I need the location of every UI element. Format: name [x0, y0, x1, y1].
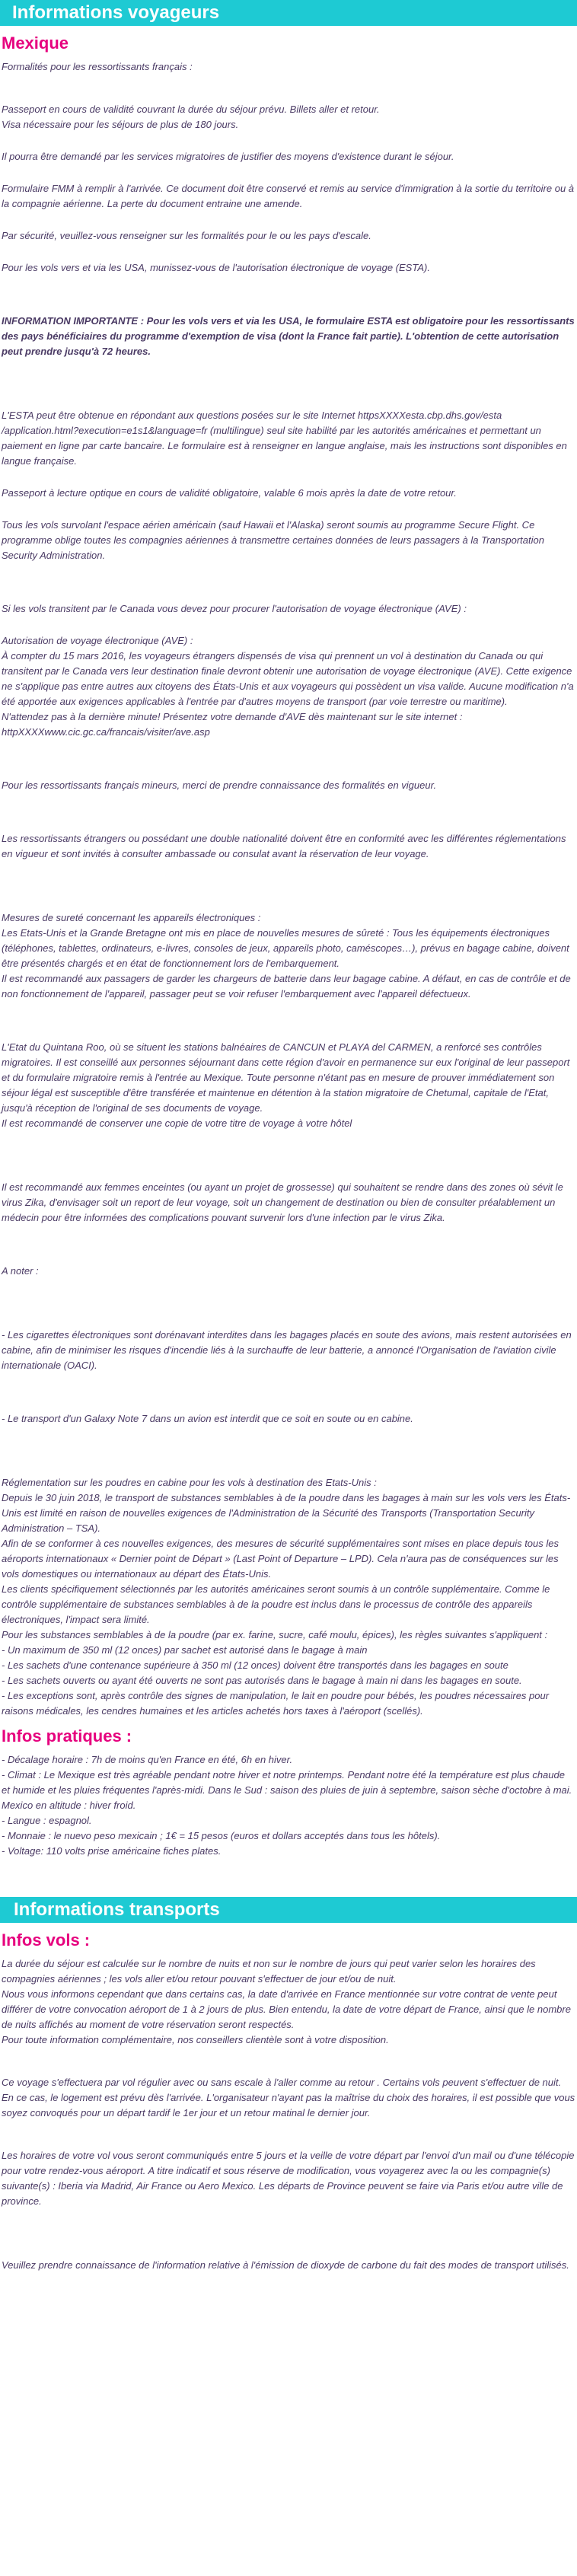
country-heading-mexique: Mexique — [2, 33, 69, 53]
paragraph-esta-obtention: L'ESTA peut être obtenue en répondant aux questions posées sur le site Internet httpsXXXXesta.cbp.dhs.gov/esta /application.html?execution=e1s1&language=fr (multilingue) seul site habilité par les autorités américaines et permettant un paiement en ligne par carte bancaire. Le formulaire est à renseigner en langue anglaise, mais les instructions sont disponibles en langue française. — [2, 410, 567, 467]
paragraph-formalites-intro: Formalités pour les ressortissants français : — [2, 61, 193, 72]
paragraph-escale: Par sécurité, veuillez-vous renseigner sur les formalités pour le ou les pays d'escale. — [2, 230, 371, 241]
infos-vols-heading: Infos vols : — [2, 1930, 91, 1950]
paragraph-moyens-existence: Il pourra être demandé par les services migratoires de justifier des moyens d'existence durant le séjour. — [2, 151, 454, 162]
paragraph-vol-regulier: Ce voyage s'effectuera par vol régulier avec ou sans escale à l'aller comme au retour . Certains vols peuvent s'effectuer de nuit. En ce cas, le logement est prévu dès l'arrivée. L'organisateur n'ayant pas la maîtrise du choix des horaires, il est possible que vous soyez convoqués pour un départ tardif le 1er jour et un retour matinal le dernier jour. — [2, 2077, 575, 2119]
paragraph-double-nationalite: Les ressortissants étrangers ou possédant une double nationalité doivent être en conformité avec les différentes réglementations en vigueur et sont invités à consulter ambassade ou consulat avant la réservation de leur voyage. — [2, 833, 566, 859]
infos-pratiques-heading: Infos pratiques : — [2, 1726, 132, 1745]
paragraph-secure-flight: Tous les vols survolant l'espace aérien américain (sauf Hawaii et l'Alaska) seront soumis au programme Secure Flight. Ce programme oblige toutes les compagnies aériennes à transmettre certaines données de leurs passagers à la Transportation Security Administration. — [2, 519, 544, 561]
paragraph-formulaire-fmm: Formulaire FMM à remplir à l'arrivée. Ce document doit être conservé et remis au service d'immigration à la sortie du territoire ou à la compagnie aérienne. La perte du document entraine une amende. — [2, 183, 575, 209]
paragraph-quintana-roo: L'Etat du Quintana Roo, où se situent les stations balnéaires de CANCUN et PLAYA del CARMEN, a renforcé ses contrôles migratoires. Il est conseillé aux personnes séjournant dans cette région d'avoir en permanence sur eux l'original de leur passeport et du formulaire migratoire remis à l'entrée au Mexique. Toute personne n'étant pas en mesure de prouver immédiatement son séjour légal est susceptible d'être transférée et maintenue en détention à la station migratoire de Chetumal, capitale de l'Etat, jusqu'à réception de l'original de ses documents de voyage. Il est recommandé de conserver une copie de votre titre de voyage à votre hôtel — [2, 1041, 570, 1129]
paragraph-appareils-electroniques: Mesures de sureté concernant les appareils électroniques : Les Etats-Unis et la Grande Bretagne ont mis en place de nouvelles mesures de sûreté : Tous les équipements électroniques (téléphones, tablettes, ordinateurs, e-livres, consoles de jeux, appareils photo, caméscopes…), prévus en bagage cabine, doivent être présentés chargés et en état de fonctionnement lors de l'embarquement. Il est recommandé aux passagers de garder les chargeurs de batterie dans leur bagage cabine. A défaut, en cas de contrôle et de non fonctionnement de l'appareil, passager peut se voir refuser l'embarquement avec l'appareil défectueux. — [2, 912, 571, 999]
paragraph-galaxy-note: - Le transport d'un Galaxy Note 7 dans un avion est interdit que ce soit en soute ou en cabine. — [2, 1413, 413, 1424]
section-title-voyageurs: Informations voyageurs — [0, 0, 577, 26]
formalites-content — [0, 59, 577, 1719]
paragraph-a-noter: A noter : — [2, 1265, 39, 1277]
paragraph-passeport-lecture-optique: Passeport à lecture optique en cours de validité obligatoire, valable 6 mois après la date de votre retour. — [2, 487, 457, 499]
paragraph-dioxyde-carbone: Veuillez prendre connaissance de l'information relative à l'émission de dioxyde de carbone du fait des modes de transport utilisés. — [2, 2259, 569, 2271]
paragraph-mineurs: Pour les ressortissants français mineurs, merci de prendre connaissance des formalités en vigueur. — [2, 779, 437, 791]
paragraph-canada-transit: Si les vols transitent par le Canada vous devez pour procurer l'autorisation de voyage électronique (AVE) : — [2, 603, 467, 614]
paragraph-zika: Il est recommandé aux femmes enceintes (ou ayant un projet de grossesse) qui souhaitent se rendre dans des zones où sévit le virus Zika, d'envisager soit un report de leur voyage, soit un changement de destination ou bien de consulter préalablement un médecin pour être informées des complications pouvant survenir lors d'une infection par le virus Zika. — [2, 1181, 563, 1223]
infos-pratiques-content — [0, 1752, 577, 1859]
section-title-transports: Informations transports — [0, 1897, 577, 1923]
paragraph-horaires-vol: Les horaires de votre vol vous seront communiqués entre 5 jours et la veille de votre départ par l'envoi d'un mail ou d'une télécopie pour votre rendez-vous aéroport. A titre indicatif et sous réserve de modification, vous voyagerez avec la ou les compagnie(s) suivante(s) : Iberia via Madrid, Air France ou Aero Mexico. Les départs de Province peuvent se faire via Paris et/ou autre ville de province. — [2, 2150, 575, 2207]
paragraph-cigarettes-electroniques: - Les cigarettes électroniques sont dorénavant interdites dans les bagages placés en soute des avions, mais restent autorisées en cabine, afin de minimiser les risques d'incendie liés à la surchauffe de leur batterie, a annoncé l'Organisation de l'aviation civile internationale (OACI). — [2, 1329, 572, 1371]
paragraph-passeport: Passeport en cours de validité couvrant la durée du séjour prévu. Billets aller et retour. Visa nécessaire pour les séjours de plus de 180 jours. — [2, 104, 380, 130]
paragraph-poudres-cabine: Réglementation sur les poudres en cabine pour les vols à destination des Etats-Unis : Depuis le 30 juin 2018, le transport de substances semblables à de la poudre dans les bagages à main sur les vols vers les États-Unis est limité en raison de nouvelles exigences de l'Administration de la Sécurité des Transports (Transportation Security Administration – TSA). Afin de se conformer à ces nouvelles exigences, des mesures de sécurité supplémentaires sont mises en place depuis tous les aéroports internationaux « Dernier point de Départ » (Last Point of Departure – LPD). Cela n'aura pas de conséquences sur les vols domestiques ou internationaux au départ des États-Unis. Les clients spécifiquement sélectionnés par les autorités américaines seront soumis à un contrôle supplémentaire. Comme le contrôle supplémentaire de substances semblables à de la poudre est inclus dans le processus de contrôle des appareils électroniques, l'impact sera limité. Pour les substances semblables à de la poudre (par ex. farine, sucre, café moulu, épices), les règles suivantes s'appliquent : - Un maximum de 350 ml (12 onces) par sachet est autorisé dans le bagage à main - Les sachets d'une contenance supérieure à 350 ml (12 onces) doivent être transportés dans les bagages en soute - Les sachets ouverts ou ayant été ouverts ne sont pas autorisés dans le bagage à main ni dans les bagages en soute. - Les exceptions sont, après contrôle des signes de manipulation, le lait en poudre pour bébés, les poudres nécessaires pour raisons médicales, les cendres humaines et les articles achetés hors taxes à l'aéroport (scellés). — [2, 1477, 571, 1717]
paragraph-information-importante: INFORMATION IMPORTANTE : Pour les vols vers et via les USA, le formulaire ESTA est obligatoire pour les ressortissants des pays bénéficiaires du programme d'exemption de visa (dont la France fait partie). L'obtention de cette autorisation peut prendre jusqu'à 72 heures. — [2, 315, 575, 357]
paragraph-ave: Autorisation de voyage électronique (AVE) : À compter du 15 mars 2016, les voyageurs étrangers dispensés de visa qui prennent un vol à destination du Canada ou qui transitent par le Canada vers leur destination finale devront obtenir une autorisation de voyage électronique (AVE). Cette exigence ne s'applique pas entre autres aux citoyens des États-Unis et aux voyageurs qui possèdent un visa valide. Aucune modification n'a été apportée aux exigences applicables à l'entrée par d'autres moyens de transport (par voie terrestre ou maritime). N'attendez pas à la dernière minute! Présentez votre demande d'AVE dès maintenant sur le site internet : httpXXXXwww.cic.gc.ca/francais/visiter/ave.asp — [2, 635, 574, 738]
paragraph-duree-sejour: La durée du séjour est calculée sur le nombre de nuits et non sur le nombre de jours qui peut varier selon les horaires des compagnies aériennes ; les vols aller et/ou retour pouvant s'effectuer de jour et/ou de nuit. Nous vous informons cependant que dans certains cas, la date d'arrivée en France mentionnée sur votre contrat de vente peut différer de votre convocation aéroport de 1 à 2 jours de plus. Bien entendu, la date de votre départ de France, ainsi que le nombre de nuits affichés au moment de votre réservation seront respectés. Pour toute information complémentaire, nos conseillers clientèle sont à votre disposition. — [2, 1958, 571, 2045]
infos-vols-content — [0, 1956, 577, 2273]
paragraph-infos-pratiques: - Décalage horaire : 7h de moins qu'en France en été, 6h en hiver. - Climat : Le Mexique est très agréable pendant notre hiver et notre printemps. Pendant notre été la température est plus chaude et humide et les pluies fréquentes l'après-midi. Dans le Sud : saison des pluies de juin à septembre, saison sèche d'octobre à mai. Mexico en altitude : hiver froid. - Langue : espagnol. - Monnaie : le nuevo peso mexicain ; 1€ = 15 pesos (euros et dollars acceptés dans tous les hôtels). - Voltage: 110 volts prise américaine fiches plates. — [2, 1754, 572, 1857]
paragraph-esta: Pour les vols vers et via les USA, munissez-vous de l'autorisation électronique de voyage (ESTA). — [2, 262, 430, 273]
